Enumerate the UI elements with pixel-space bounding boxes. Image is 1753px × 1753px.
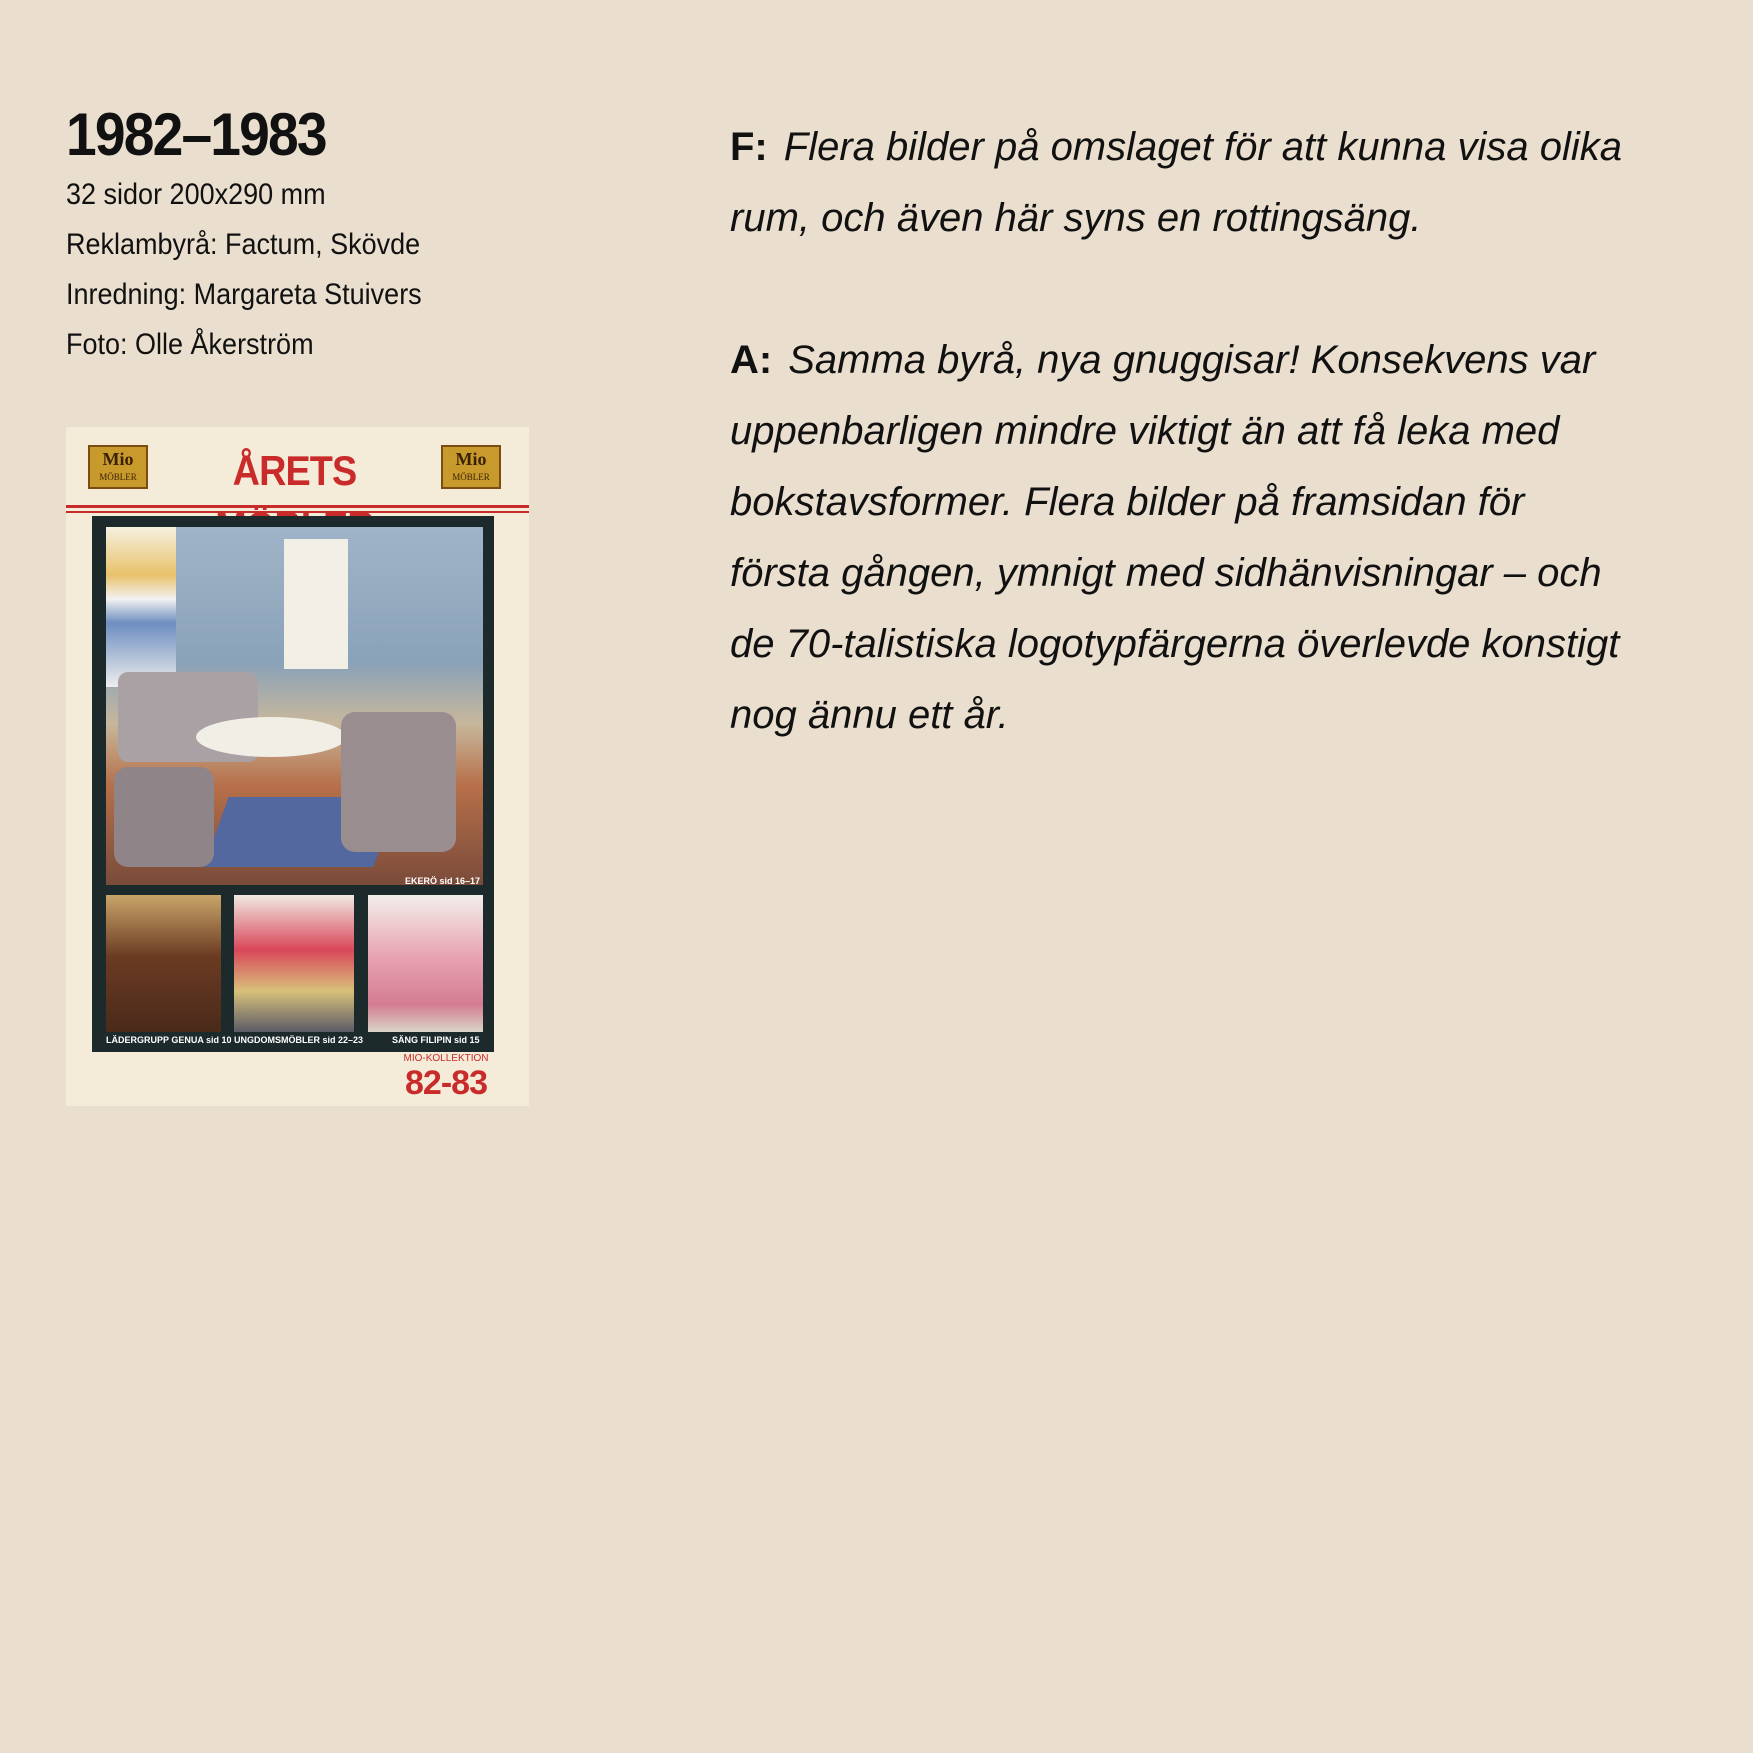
photo-cabinet bbox=[284, 539, 348, 669]
cover-main-photo bbox=[106, 527, 483, 885]
comment-paragraph bbox=[730, 112, 1630, 254]
main-photo-caption: EKERÖ sid 16–17 bbox=[404, 876, 480, 886]
masthead-rule bbox=[66, 505, 529, 508]
mio-logo-text: Mio bbox=[102, 449, 134, 469]
mio-logo-sub: MÖBLER bbox=[452, 472, 490, 482]
mio-logo-text: Mio bbox=[455, 449, 487, 469]
comments bbox=[730, 112, 1630, 822]
photo-curtain bbox=[106, 527, 176, 687]
cover-photo-frame bbox=[92, 516, 494, 1052]
catalog-agency: Reklambyrå: Factum, Skövde bbox=[66, 228, 421, 261]
comment-paragraph bbox=[730, 325, 1630, 751]
photo-armchair bbox=[114, 767, 214, 867]
cover-thumb-photo bbox=[234, 895, 354, 1032]
catalog-meta bbox=[66, 100, 666, 370]
thumb-caption: SÄNG FILIPIN sid 15 bbox=[392, 1035, 480, 1045]
catalog-cover-image bbox=[66, 427, 529, 1106]
catalog-pages-size: 32 sidor 200x290 mm bbox=[66, 178, 326, 211]
photo-table bbox=[196, 717, 346, 757]
cover-collection bbox=[391, 1053, 501, 1101]
comment-text: Samma byrå, nya gnuggisar! Konsekvens var uppenbarligen mindre viktigt än att få leka med bokstavsformer. Flera bilder på framsidan för första gången, ymnigt med sidhänvisningar – och de 70-talistiska logotypfärgerna överlevde konstigt nog ännu ett år. bbox=[730, 338, 1620, 737]
thumb-caption: LÄDERGRUPP GENUA sid 10 bbox=[106, 1035, 232, 1045]
comment-text: Flera bilder på omslaget för att kunna visa olika rum, och även här syns en rottingsäng. bbox=[730, 125, 1622, 240]
collection-years: 82-83 bbox=[405, 1064, 487, 1102]
catalog-photo: Foto: Olle Åkerström bbox=[66, 328, 314, 361]
cover-thumb-photo bbox=[106, 895, 221, 1032]
catalog-interior: Inredning: Margareta Stuivers bbox=[66, 278, 422, 311]
comment-author: A: bbox=[730, 338, 773, 382]
photo-armchair bbox=[341, 712, 456, 852]
comment-author: F: bbox=[730, 125, 768, 169]
cover-brand-title: ÅRETS bbox=[232, 447, 357, 494]
masthead-rule bbox=[66, 511, 529, 513]
thumb-caption: UNGDOMSMÖBLER sid 22–23 bbox=[234, 1035, 364, 1045]
cover-masthead bbox=[66, 443, 529, 505]
mio-logo-right bbox=[441, 445, 501, 489]
collection-label: MIO-KOLLEKTION bbox=[403, 1053, 489, 1064]
cover-thumb-photo bbox=[368, 895, 483, 1032]
catalog-year-title: 1982–1983 bbox=[66, 101, 326, 168]
mio-logo-sub: MÖBLER bbox=[99, 472, 137, 482]
mio-logo-left bbox=[88, 445, 148, 489]
